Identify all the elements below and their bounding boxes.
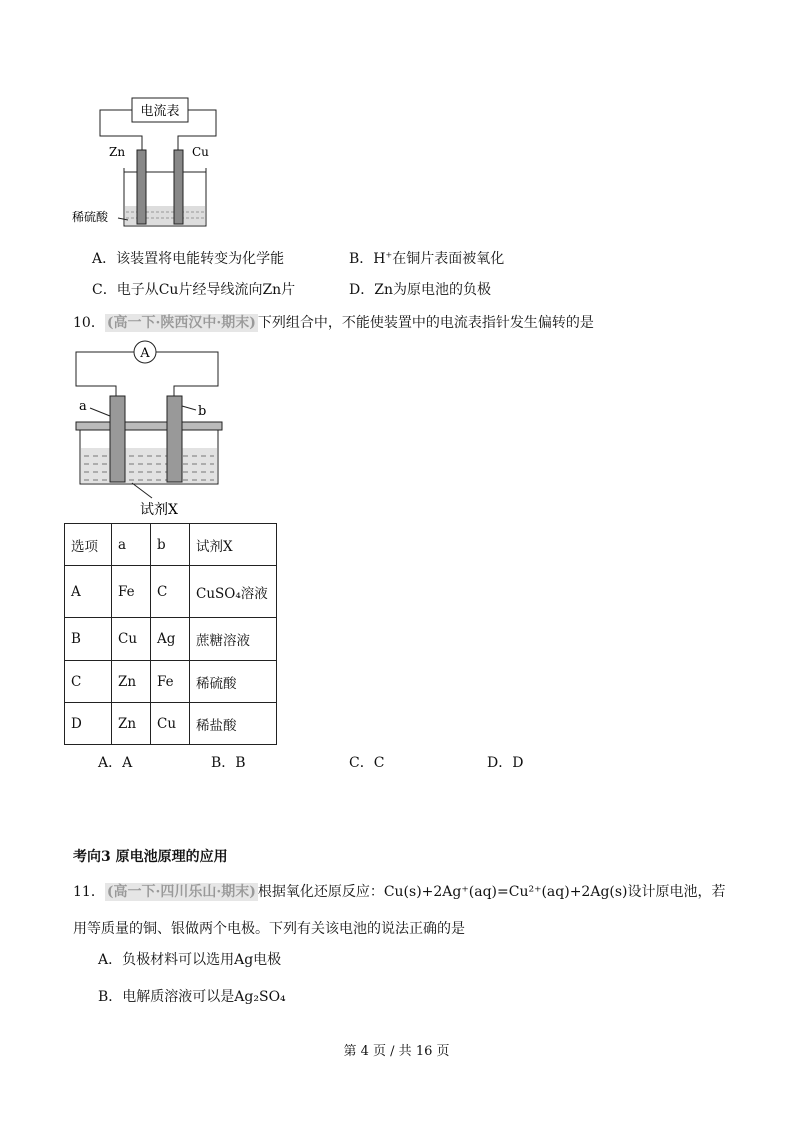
cell-b: Ag	[151, 618, 190, 661]
table-row	[65, 566, 277, 618]
q10-number: 10．	[73, 315, 105, 331]
cell-reagent: 稀硫酸	[190, 661, 277, 703]
table-row	[65, 661, 277, 703]
reagent-label: 试剂X	[140, 502, 178, 518]
q10-choice-c: C．C	[349, 755, 385, 771]
q10-text: 下列组合中，不能使装置中的电流表指针发生偏转的是	[257, 315, 594, 331]
cell-option: C	[65, 661, 112, 703]
cell-a: Cu	[112, 618, 151, 661]
cell-reagent: CuSO₄溶液	[190, 566, 277, 618]
cell-a: Zn	[112, 661, 151, 703]
q11-equation: Cu(s)+2Ag⁺(aq)=Cu²⁺(aq)+2Ag(s)	[383, 884, 628, 900]
cell-option: D	[65, 703, 112, 745]
galvanic-cell-diagram	[60, 94, 230, 234]
table-header-row	[65, 524, 277, 566]
solution-label: 稀硫酸	[72, 210, 109, 224]
q11-text-before: 根据氧化还原反应：	[257, 884, 384, 900]
q10-source-tag: (高一下·陕西汉中·期末)	[106, 315, 256, 331]
q11-text-after: 设计原电池，若	[627, 884, 726, 900]
ammeter-cell-diagram	[70, 338, 235, 520]
cell-option: A	[65, 566, 112, 618]
cell-b: Cu	[151, 703, 190, 745]
meter-label: A	[140, 346, 150, 361]
zn-label: Zn	[109, 145, 126, 159]
electrode-a-label: a	[79, 399, 87, 414]
q11-source-tag: (高一下·四川乐山·期末)	[106, 884, 256, 900]
q9-option-b-charge: +	[385, 250, 393, 260]
table-row	[65, 618, 277, 661]
header-b: b	[151, 524, 190, 566]
q11-stem-line1	[73, 881, 726, 901]
options-table	[64, 523, 277, 745]
cell-reagent: 稀盐酸	[190, 703, 277, 745]
cu-label: Cu	[192, 145, 209, 159]
q11-option-b: B．电解质溶液可以是Ag₂SO₄	[98, 989, 286, 1005]
q11-number: 11．	[73, 884, 105, 900]
cell-reagent: 蔗糖溶液	[190, 618, 277, 661]
header-a: a	[112, 524, 151, 566]
header-option: 选项	[65, 524, 112, 566]
cell-b: Fe	[151, 661, 190, 703]
q9-option-c: C．电子从Cu片经导线流向Zn片	[92, 282, 296, 298]
cell-a: Fe	[112, 566, 151, 618]
q11-stem-line2: 用等质量的铜、银做两个电极。下列有关该电池的说法正确的是	[73, 921, 465, 937]
q9-option-a: A．该装置将电能转变为化学能	[92, 251, 285, 267]
header-reagent: 试剂X	[190, 524, 277, 566]
cell-option: B	[65, 618, 112, 661]
q10-choice-b: B．B	[211, 755, 246, 771]
q11-option-a: A．负极材料可以选用Ag电极	[98, 952, 282, 968]
q9-option-b	[349, 248, 504, 268]
ammeter-label: 电流表	[140, 104, 180, 119]
electrode-b-label: b	[198, 404, 207, 419]
q9-option-b-rest: 在铜片表面被氧化	[392, 251, 505, 267]
page-footer: 第 4 页 / 共 16 页	[343, 1044, 450, 1059]
section-heading: 考向3 原电池原理的应用	[73, 849, 228, 865]
table-row	[65, 703, 277, 745]
q9-option-b-ion: H	[373, 251, 386, 267]
q10-choice-d: D．D	[487, 755, 524, 771]
q9-option-b-prefix: B．	[349, 251, 374, 267]
q10-stem	[73, 312, 594, 332]
q10-choice-a: A．A	[98, 755, 133, 771]
cell-b: C	[151, 566, 190, 618]
cell-a: Zn	[112, 703, 151, 745]
q9-option-d: D．Zn为原电池的负极	[349, 282, 491, 298]
